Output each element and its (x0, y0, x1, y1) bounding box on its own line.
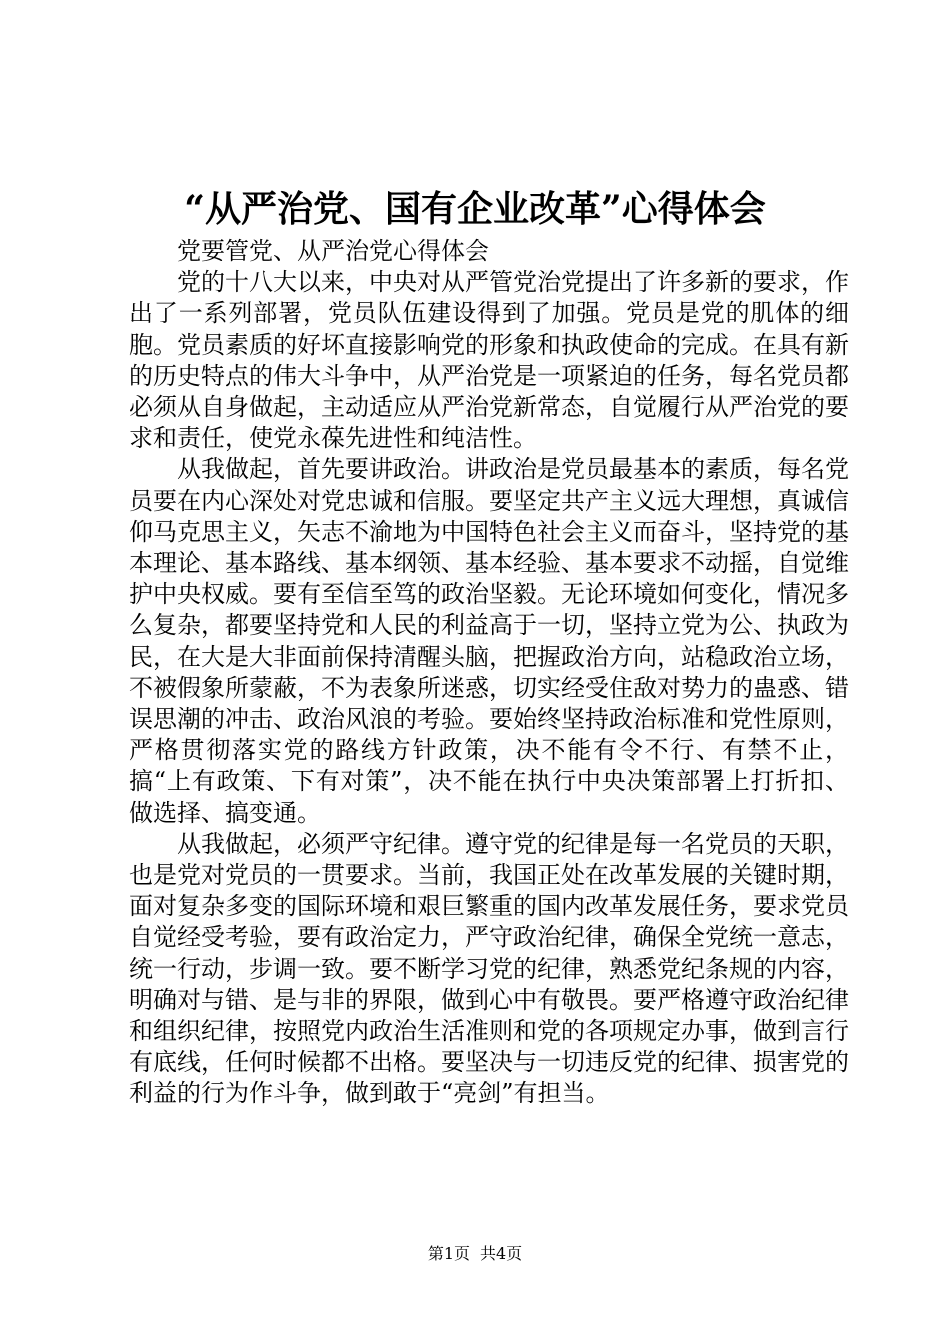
paragraph: 从我做起，首先要讲政治。讲政治是党员最基本的素质，每名党员要在内心深处对党忠诚和信服。要坚定共产主义远大理想，真诚信仰马克思主义，矢志不渝地为中国特色社会主义而奋斗，坚持党的基本理论、基本路线、基本纲领、基本经验、基本要求不动摇，自觉维护中央权威。要有至信至笃的政治坚毅。无论环境如何变化，情况多么复杂，都要坚持党和人民的利益高于一切，坚持立党为公、执政为民，在大是大非面前保持清醒头脑，把握政治方向，站稳政治立场，不被假象所蒙蔽，不为表象所迷惑，切实经受住敌对势力的蛊惑、错误思潮的冲击、政治风浪的考验。要始终坚持政治标准和党性原则，严格贯彻落实党的路线方针政策，决不能有令不行、有禁不止，搞“上有政策、下有对策”，决不能在执行中央决策部署上打折扣、做选择、搞变通。 (129, 455, 849, 827)
paragraph-subtitle: 党要管党、从严治党心得体会 (177, 237, 489, 265)
page-total: 共4页 (480, 1244, 523, 1263)
document-title: “从严治党、国有企业改革”心得体会 (184, 188, 766, 230)
document-body (129, 236, 849, 1110)
page-footer (0, 1243, 950, 1265)
paragraph: 党的十八大以来，中央对从严管党治党提出了许多新的要求，作出了一系列部署，党员队伍建设得到了加强。党员是党的肌体的细胞。党员素质的好坏直接影响党的形象和执政使命的完成。在具有新的历史特点的伟大斗争中，从严治党是一项紧迫的任务，每名党员都必须从自身做起，主动适应从严治党新常态，自觉履行从严治党的要求和责任，使党永葆先进性和纯洁性。 (129, 268, 849, 453)
paragraph: 从我做起，必须严守纪律。遵守党的纪律是每一名党员的天职，也是党对党员的一贯要求。当前，我国正处在改革发展的关键时期，面对复杂多变的国际环境和艰巨繁重的国内改革发展任务，要求党员自觉经受考验，要有政治定力，严守政治纪律，确保全党统一意志，统一行动，步调一致。要不断学习党的纪律，熟悉党纪条规的内容，明确对与错、是与非的界限，做到心中有敬畏。要严格遵守政治纪律和组织纪律，按照党内政治生活准则和党的各项规定办事，做到言行有底线，任何时候都不出格。要坚决与一切违反党的纪律、损害党的利益的行为作斗争，做到敢于“亮剑”有担当。 (129, 829, 849, 1108)
page-number: 第1页 (427, 1244, 470, 1263)
